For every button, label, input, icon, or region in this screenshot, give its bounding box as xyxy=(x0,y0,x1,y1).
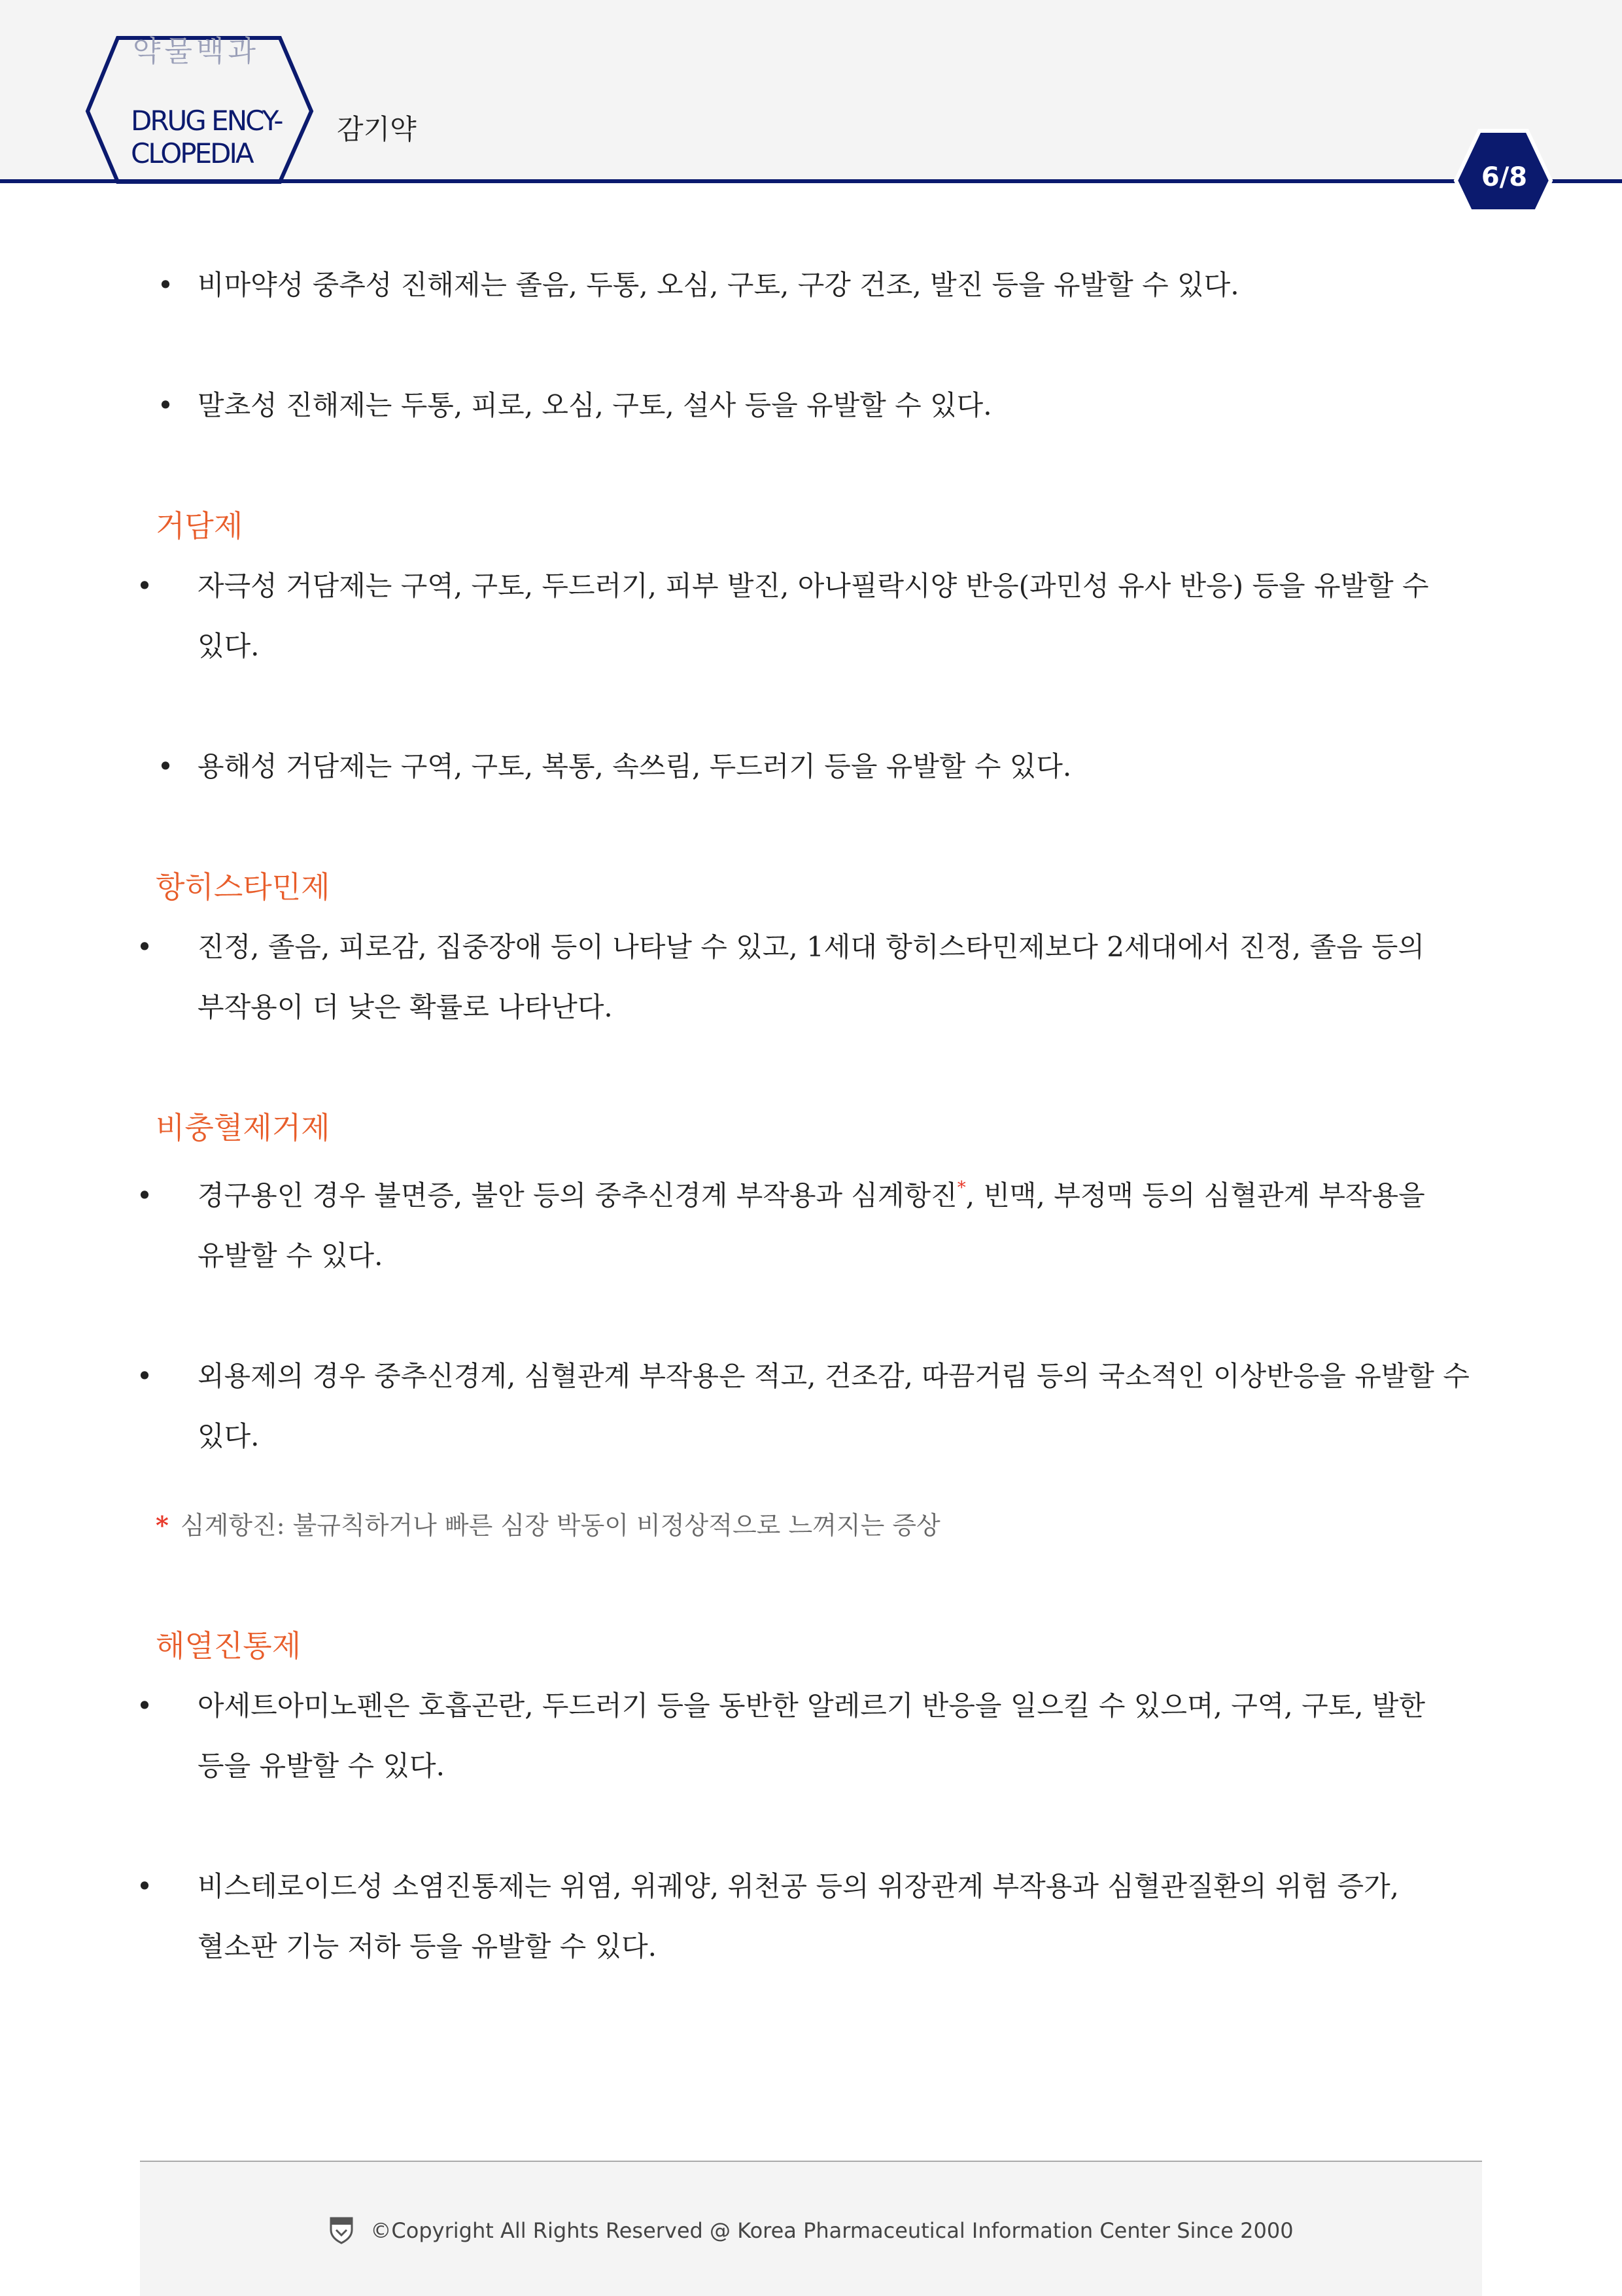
list-item xyxy=(136,1158,1470,1286)
item-text: 아세트아미노펜은 호흡곤란, 두드러기 등을 동반한 알레르기 반응을 일으킬 수 있으며, 구역, 구토, 발한 등을 유발할 수 있다. xyxy=(198,1690,1426,1782)
list-item xyxy=(136,1346,1470,1467)
bullet-mark: • xyxy=(136,570,153,602)
item-text: 진정, 졸음, 피로감, 집중장애 등이 나타날 수 있고, 1세대 항히스타민제보다 2세대에서 진정, 졸음 등의 부작용이 더 낮은 확률로 나타난다. xyxy=(198,931,1425,1023)
item-text-part-1: 경구용인 경우 불면증, 불안 등의 중추신경계 부작용과 심계항진 xyxy=(198,1179,958,1211)
bullet-mark: • xyxy=(136,1690,153,1722)
list-item xyxy=(136,1856,1470,1977)
heading-antipyretic: 해열진통제 xyxy=(156,1628,302,1663)
item-text: 외용제의 경우 중추신경계, 심혈관계 부작용은 적고, 건조감, 따끔거림 등의 국소적인 이상반응을 유발할 수 있다. xyxy=(198,1360,1470,1452)
bullet-mark: • xyxy=(157,750,174,782)
bullet-mark: • xyxy=(136,931,153,963)
page-footer xyxy=(140,2161,1482,2296)
list-item xyxy=(136,917,1470,1037)
bullet-mark: • xyxy=(136,1360,153,1392)
footnote xyxy=(156,1495,1470,1556)
bullet-mark: • xyxy=(157,269,174,301)
list-item xyxy=(156,375,1470,436)
logo-english-line-2: CLOPEDIA xyxy=(131,137,252,169)
heading-antihistamine: 항히스타민제 xyxy=(156,869,330,905)
footnote-text: 심계항진: 불규칙하거나 빠른 심장 박동이 비정상적으로 느껴지는 증상 xyxy=(180,1511,940,1540)
shield-icon xyxy=(328,2216,354,2244)
item-text-part-2: , 빈맥, 부정맥 등의 심혈관계 부작용을 유발할 수 있다. xyxy=(198,1179,1425,1272)
item-text: 비마약성 중추성 진해제는 졸음, 두통, 오심, 구토, 구강 건조, 발진 등을 유발할 수 있다. xyxy=(198,269,1239,301)
footer-copyright-line xyxy=(140,2216,1482,2244)
header-rule xyxy=(0,179,1622,183)
bullet-mark: • xyxy=(136,1179,153,1211)
footnote-reference-mark: * xyxy=(957,1178,966,1198)
item-text: 자극성 거담제는 구역, 구토, 두드러기, 피부 발진, 아나필락시양 반응(과민성 유사 반응) 등을 유발할 수 있다. xyxy=(198,570,1429,662)
document-body xyxy=(136,255,1470,1977)
bullet-mark: • xyxy=(157,389,174,421)
list-item xyxy=(136,556,1470,676)
bullet-mark: • xyxy=(136,1870,153,1902)
list-item xyxy=(156,737,1470,797)
heading-expectorant: 거담제 xyxy=(156,508,243,544)
footnote-star: * xyxy=(156,1510,169,1540)
logo-english-line-1: DRUG ENCY- xyxy=(131,105,282,137)
item-text: 용해성 거담제는 구역, 구토, 복통, 속쓰림, 두드러기 등을 유발할 수 있다. xyxy=(198,750,1072,782)
logo-korean: 약물백과 xyxy=(133,35,260,68)
list-item xyxy=(136,1676,1470,1796)
section-title: 감기약 xyxy=(337,113,417,145)
item-text: 말초성 진해제는 두통, 피로, 오심, 구토, 설사 등을 유발할 수 있다. xyxy=(198,389,992,421)
list-item xyxy=(156,255,1470,315)
copyright-text: ©Copyright All Rights Reserved @ Korea Pharmaceutical Information Center Since 2000 xyxy=(370,2218,1294,2243)
item-text: 비스테로이드성 소염진통제는 위염, 위궤양, 위천공 등의 위장관계 부작용과 심혈관질환의 위험 증가, 혈소판 기능 저하 등을 유발할 수 있다. xyxy=(198,1870,1400,1962)
page-header xyxy=(0,0,1622,182)
page-indicator: 6/8 xyxy=(1481,162,1528,192)
heading-decongestant: 비충혈제거제 xyxy=(156,1110,330,1145)
